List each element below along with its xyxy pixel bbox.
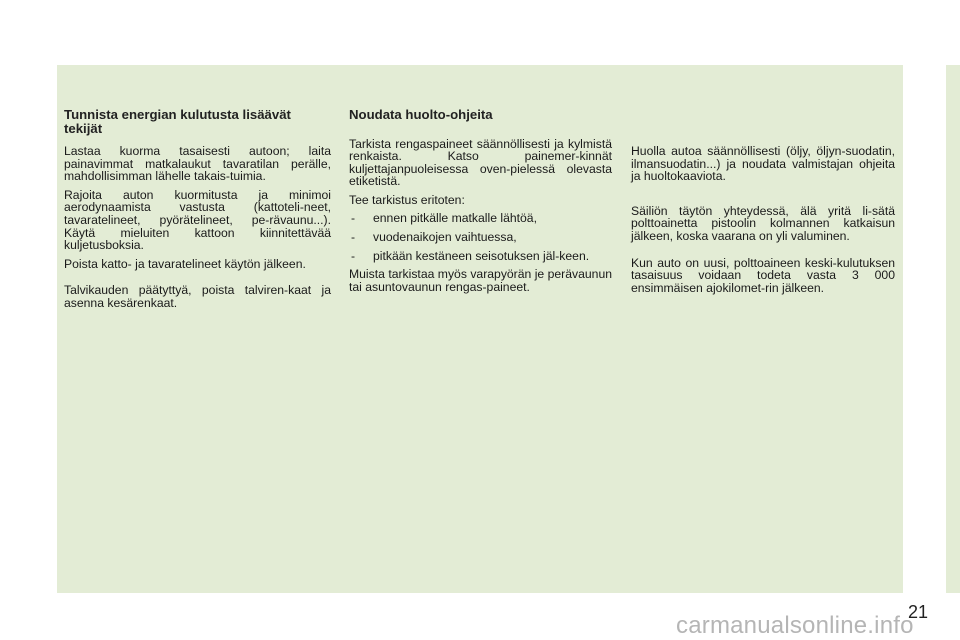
watermark-text: carmanualsonline.info	[676, 612, 914, 639]
left-column	[64, 108, 331, 316]
left-paragraph-4: Talvikauden päätyttyä, poista talviren-kaat ja asenna kesärenkaat.	[64, 283, 331, 310]
list-item: - pitkään kestäneen seisotuksen jäl-keen.	[349, 250, 612, 263]
left-heading: Tunnista energian kulutusta lisäävät tekijät	[64, 107, 291, 136]
list-item: - vuodenaikojen vaihtuessa,	[349, 231, 612, 244]
right-paragraph-3: Kun auto on uusi, polttoaineen keski-kulutuksen tasaisuus voidaan todeta vasta 3 000 ensimmäisen ajokilomet-rin jälkeen.	[631, 255, 895, 295]
right-column	[631, 145, 895, 300]
left-paragraph-2: Rajoita auton kuormitusta ja minimoi aerodynaamista vastusta (kattoteli-neet, tavaratelineet, pyörätelineet, pe-rävaunu...). Käytä mieluiten kattoon kiinnitettävää kuljetusboksia.	[64, 187, 331, 253]
right-paragraph-1: Huolla autoa säännöllisesti (öljy, öljyn-suodatin, ilmansuodatin...) ja noudata valmistajan ohjeita ja huoltokaaviota.	[631, 144, 895, 184]
side-tab-strip	[946, 65, 960, 593]
middle-outro: Muista tarkistaa myös varapyörän je perävaunun tai asuntovaunun rengas-paineet.	[349, 267, 612, 294]
middle-list-intro: Tee tarkistus eritoten:	[349, 192, 465, 207]
list-item: - ennen pitkälle matkalle lähtöä,	[349, 212, 612, 225]
left-paragraph-1: Lastaa kuorma tasaisesti autoon; laita painavimmat matkalaukut tavaratilan perälle, mahdollisimman lähelle takais-tuimia.	[64, 144, 331, 184]
check-list	[349, 212, 612, 262]
middle-column	[349, 108, 612, 299]
left-paragraph-3: Poista katto- ja tavaratelineet käytön jälkeen.	[64, 256, 306, 271]
page-number: 21	[908, 602, 929, 622]
right-paragraph-2: Säiliön täytön yhteydessä, älä yritä li-sätä polttoainetta pistoolin kolmannen katkaisun jälkeen, koska vaarana on yli valuminen.	[631, 203, 895, 243]
middle-intro: Tarkista rengaspaineet säännöllisesti ja kylmistä renkaista. Katso painemer-kinnät kuljettajanpuoleisessa oven-pielessä olevasta etiketistä.	[349, 136, 612, 189]
middle-heading: Noudata huolto-ohjeita	[349, 107, 493, 122]
